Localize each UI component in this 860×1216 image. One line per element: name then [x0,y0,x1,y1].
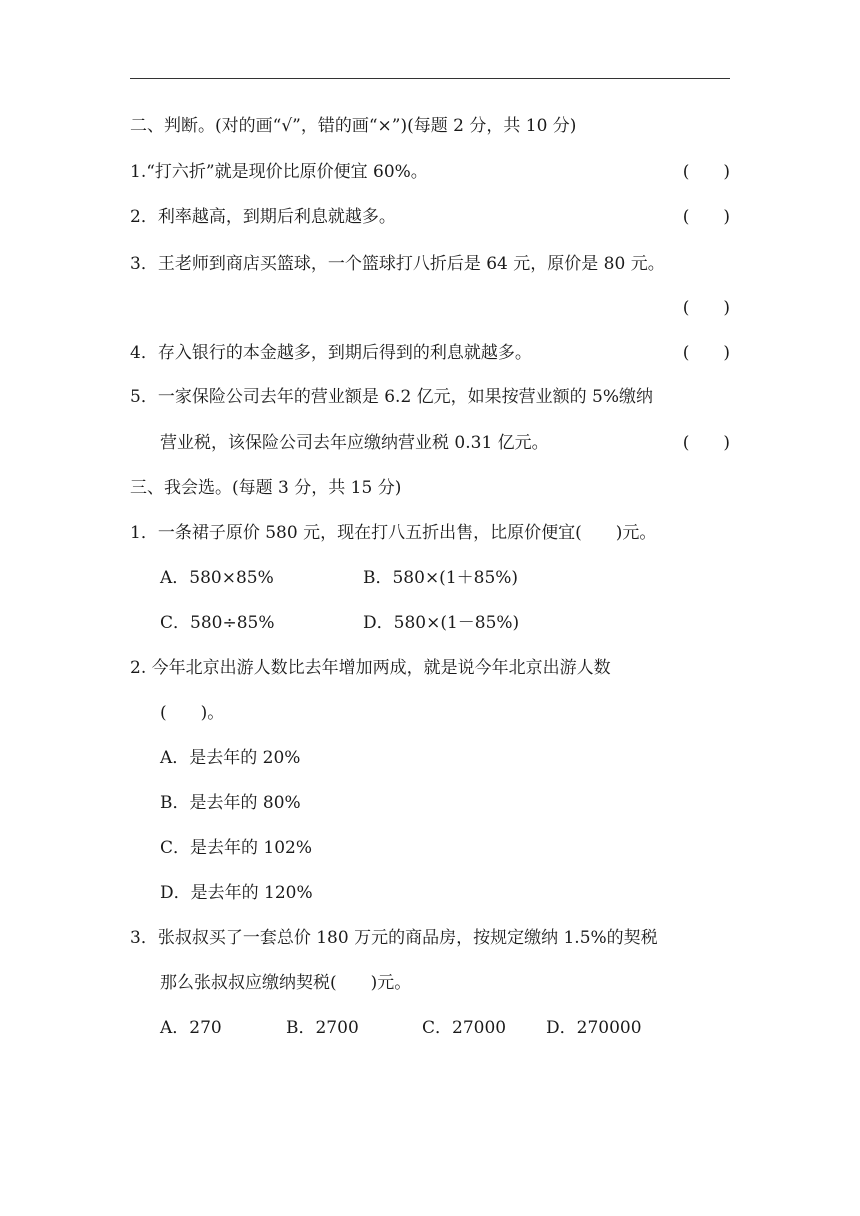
top-rule [130,78,730,79]
answer-blank[interactable]: ( ) [682,343,730,363]
choice-question-1: 1．一条裙子原价 580 元，现在打八五折出售，比原价便宜( )元。 [130,523,657,543]
choice-question-2: 2. 今年北京出游人数比去年增加两成，就是说今年北京出游人数 [130,658,611,678]
option-b[interactable]: B．580×(1＋85%) [363,568,519,588]
answer-blank[interactable]: ( ) [682,433,730,453]
option-c[interactable]: C．是去年的 102% [160,838,313,858]
judge-item-4 [130,339,730,367]
option-c[interactable]: C．27000 [422,1018,507,1038]
option-c[interactable]: C．580÷85% [160,613,275,633]
choice-question-3-continuation: 那么张叔叔应缴纳契税( )元。 [160,973,412,993]
choice-options-row [160,1014,730,1042]
option-d[interactable]: D．270000 [546,1018,642,1038]
judge-item-3-blank-row [130,294,730,322]
option-a[interactable]: A．是去年的 20% [160,748,301,768]
judge-item-text: 2．利率越高，到期后利息就越多。 [130,207,396,227]
judge-item-3: 3．王老师到商店买篮球，一个篮球打八折后是 64 元，原价是 80 元。 [130,254,665,274]
option-a[interactable]: A．580×85% [160,568,274,588]
option-b[interactable]: B．是去年的 80% [160,793,301,813]
answer-blank[interactable]: ( ) [682,207,730,227]
option-d[interactable]: D．580×(1－85%) [363,613,520,633]
judge-item-5-continuation [160,429,730,457]
judge-item-2 [130,203,730,231]
choice-options-row [160,564,730,592]
judge-item-5: 5．一家保险公司去年的营业额是 6.2 亿元，如果按营业额的 5%缴纳 [130,387,654,407]
option-d[interactable]: D．是去年的 120% [160,883,313,903]
section-3-header: 三、我会选。(每题 3 分，共 15 分) [130,478,402,498]
judge-item-1 [130,158,730,186]
choice-question-2-blank: ( )。 [160,703,225,723]
judge-item-text: 营业税，该保险公司去年应缴纳营业税 0.31 亿元。 [160,433,549,453]
answer-blank[interactable]: ( ) [682,298,730,318]
choice-question-3: 3．张叔叔买了一套总价 180 万元的商品房，按规定缴纳 1.5%的契税 [130,928,658,948]
option-a[interactable]: A．270 [160,1018,222,1038]
judge-item-text: 4．存入银行的本金越多，到期后得到的利息就越多。 [130,343,532,363]
judge-item-text: 1.“打六折”就是现价比原价便宜 60%。 [130,162,428,182]
choice-options-row [160,609,730,637]
option-b[interactable]: B．2700 [286,1018,359,1038]
section-2-header: 二、判断。(对的画“√”，错的画“×”)(每题 2 分，共 10 分) [130,116,577,136]
answer-blank[interactable]: ( ) [682,162,730,182]
